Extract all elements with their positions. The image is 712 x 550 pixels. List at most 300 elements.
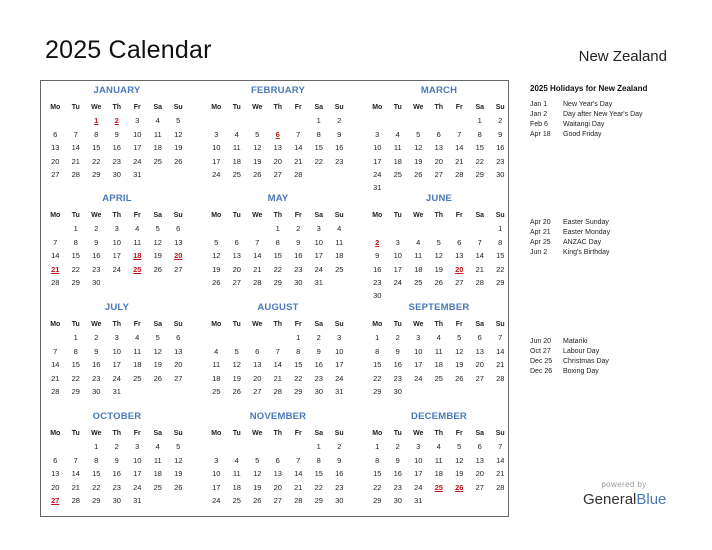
day-cell[interactable]: 17 xyxy=(414,360,423,370)
day-cell[interactable]: 16 xyxy=(112,143,121,153)
day-cell[interactable]: 18 xyxy=(212,373,221,383)
day-cell[interactable]: 23 xyxy=(335,156,344,166)
day-cell[interactable]: 23 xyxy=(335,482,344,492)
day-cell[interactable]: 15 xyxy=(92,469,101,479)
day-cell[interactable]: 15 xyxy=(71,251,80,261)
day-cell[interactable]: 5 xyxy=(457,333,462,343)
day-cell[interactable]: 25 xyxy=(232,169,241,179)
day-cell[interactable]: 19 xyxy=(455,469,464,479)
day-cell[interactable]: 29 xyxy=(475,169,484,179)
day-cell[interactable]: 27 xyxy=(51,169,60,179)
day-cell[interactable]: 7 xyxy=(275,346,280,356)
day-cell[interactable]: 26 xyxy=(174,482,183,492)
holiday-day-cell[interactable]: 25 xyxy=(434,482,443,492)
day-cell[interactable]: 28 xyxy=(496,482,505,492)
day-cell[interactable]: 19 xyxy=(153,360,162,370)
day-cell[interactable]: 18 xyxy=(232,482,241,492)
day-cell[interactable]: 22 xyxy=(92,156,101,166)
day-cell[interactable]: 20 xyxy=(475,469,484,479)
day-cell[interactable]: 12 xyxy=(174,455,183,465)
day-cell[interactable]: 20 xyxy=(51,156,60,166)
day-cell[interactable]: 5 xyxy=(436,237,441,247)
day-cell[interactable]: 6 xyxy=(176,224,181,234)
day-cell[interactable]: 14 xyxy=(253,251,262,261)
day-cell[interactable]: 14 xyxy=(294,143,303,153)
day-cell[interactable]: 29 xyxy=(71,386,80,396)
day-cell[interactable]: 24 xyxy=(314,264,323,274)
day-cell[interactable]: 30 xyxy=(335,495,344,505)
day-cell[interactable]: 14 xyxy=(273,360,282,370)
day-cell[interactable]: 9 xyxy=(395,346,400,356)
day-cell[interactable]: 27 xyxy=(232,277,241,287)
day-cell[interactable]: 10 xyxy=(133,129,142,139)
day-cell[interactable]: 17 xyxy=(414,469,423,479)
day-cell[interactable]: 11 xyxy=(232,469,241,479)
day-cell[interactable]: 20 xyxy=(232,264,241,274)
day-cell[interactable]: 28 xyxy=(455,169,464,179)
day-cell[interactable]: 28 xyxy=(71,169,80,179)
day-cell[interactable]: 25 xyxy=(393,169,402,179)
day-cell[interactable]: 16 xyxy=(314,360,323,370)
day-cell[interactable]: 4 xyxy=(135,333,140,343)
holiday-day-cell[interactable]: 2 xyxy=(114,116,119,126)
day-cell[interactable]: 1 xyxy=(498,224,503,234)
day-cell[interactable]: 8 xyxy=(375,455,380,465)
day-cell[interactable]: 8 xyxy=(316,455,321,465)
day-cell[interactable]: 22 xyxy=(92,482,101,492)
day-cell[interactable]: 27 xyxy=(273,169,282,179)
holiday-day-cell[interactable]: 20 xyxy=(455,264,464,274)
day-cell[interactable]: 24 xyxy=(112,373,121,383)
day-cell[interactable]: 27 xyxy=(455,277,464,287)
day-cell[interactable]: 16 xyxy=(335,469,344,479)
day-cell[interactable]: 20 xyxy=(51,482,60,492)
day-cell[interactable]: 24 xyxy=(414,482,423,492)
day-cell[interactable]: 31 xyxy=(373,183,382,193)
day-cell[interactable]: 17 xyxy=(393,264,402,274)
day-cell[interactable]: 29 xyxy=(273,277,282,287)
day-cell[interactable]: 2 xyxy=(94,224,99,234)
day-cell[interactable]: 29 xyxy=(314,495,323,505)
day-cell[interactable]: 13 xyxy=(455,251,464,261)
day-cell[interactable]: 21 xyxy=(71,482,80,492)
day-cell[interactable]: 26 xyxy=(434,277,443,287)
day-cell[interactable]: 20 xyxy=(434,156,443,166)
day-cell[interactable]: 13 xyxy=(475,455,484,465)
day-cell[interactable]: 1 xyxy=(94,442,99,452)
day-cell[interactable]: 4 xyxy=(395,129,400,139)
day-cell[interactable]: 23 xyxy=(314,373,323,383)
day-cell[interactable]: 13 xyxy=(232,251,241,261)
day-cell[interactable]: 25 xyxy=(212,386,221,396)
day-cell[interactable]: 7 xyxy=(73,455,78,465)
day-cell[interactable]: 27 xyxy=(475,482,484,492)
day-cell[interactable]: 12 xyxy=(455,346,464,356)
day-cell[interactable]: 1 xyxy=(316,116,321,126)
day-cell[interactable]: 14 xyxy=(71,469,80,479)
day-cell[interactable]: 26 xyxy=(153,373,162,383)
day-cell[interactable]: 28 xyxy=(273,386,282,396)
day-cell[interactable]: 25 xyxy=(153,482,162,492)
day-cell[interactable]: 14 xyxy=(51,251,60,261)
day-cell[interactable]: 10 xyxy=(212,469,221,479)
day-cell[interactable]: 26 xyxy=(253,495,262,505)
day-cell[interactable]: 7 xyxy=(73,129,78,139)
day-cell[interactable]: 6 xyxy=(275,455,280,465)
day-cell[interactable]: 11 xyxy=(133,346,142,356)
day-cell[interactable]: 8 xyxy=(296,346,301,356)
day-cell[interactable]: 4 xyxy=(214,346,219,356)
day-cell[interactable]: 18 xyxy=(434,360,443,370)
day-cell[interactable]: 27 xyxy=(434,169,443,179)
day-cell[interactable]: 11 xyxy=(335,237,344,247)
day-cell[interactable]: 4 xyxy=(337,224,342,234)
day-cell[interactable]: 2 xyxy=(498,116,503,126)
day-cell[interactable]: 23 xyxy=(393,373,402,383)
day-cell[interactable]: 15 xyxy=(294,360,303,370)
day-cell[interactable]: 11 xyxy=(393,143,402,153)
day-cell[interactable]: 15 xyxy=(475,143,484,153)
day-cell[interactable]: 19 xyxy=(212,264,221,274)
day-cell[interactable]: 7 xyxy=(498,442,503,452)
day-cell[interactable]: 26 xyxy=(253,169,262,179)
day-cell[interactable]: 11 xyxy=(434,455,443,465)
day-cell[interactable]: 17 xyxy=(314,251,323,261)
day-cell[interactable]: 24 xyxy=(212,169,221,179)
day-cell[interactable]: 4 xyxy=(234,129,239,139)
day-cell[interactable]: 4 xyxy=(155,442,160,452)
day-cell[interactable]: 14 xyxy=(455,143,464,153)
day-cell[interactable]: 7 xyxy=(255,237,260,247)
day-cell[interactable]: 9 xyxy=(498,129,503,139)
day-cell[interactable]: 13 xyxy=(51,143,60,153)
day-cell[interactable]: 27 xyxy=(253,386,262,396)
day-cell[interactable]: 17 xyxy=(133,469,142,479)
holiday-day-cell[interactable]: 27 xyxy=(51,495,60,505)
day-cell[interactable]: 18 xyxy=(153,143,162,153)
day-cell[interactable]: 10 xyxy=(414,455,423,465)
day-cell[interactable]: 19 xyxy=(174,143,183,153)
day-cell[interactable]: 2 xyxy=(296,224,301,234)
day-cell[interactable]: 19 xyxy=(414,156,423,166)
day-cell[interactable]: 22 xyxy=(294,373,303,383)
day-cell[interactable]: 2 xyxy=(316,333,321,343)
day-cell[interactable]: 23 xyxy=(112,156,121,166)
day-cell[interactable]: 1 xyxy=(477,116,482,126)
day-cell[interactable]: 4 xyxy=(135,224,140,234)
day-cell[interactable]: 14 xyxy=(496,455,505,465)
day-cell[interactable]: 17 xyxy=(112,251,121,261)
day-cell[interactable]: 19 xyxy=(434,264,443,274)
day-cell[interactable]: 16 xyxy=(393,469,402,479)
day-cell[interactable]: 21 xyxy=(273,373,282,383)
day-cell[interactable]: 7 xyxy=(296,455,301,465)
day-cell[interactable]: 12 xyxy=(414,143,423,153)
day-cell[interactable]: 7 xyxy=(296,129,301,139)
day-cell[interactable]: 15 xyxy=(92,143,101,153)
day-cell[interactable]: 3 xyxy=(214,455,219,465)
day-cell[interactable]: 3 xyxy=(135,116,140,126)
day-cell[interactable]: 28 xyxy=(294,169,303,179)
day-cell[interactable]: 29 xyxy=(373,386,382,396)
day-cell[interactable]: 17 xyxy=(212,482,221,492)
day-cell[interactable]: 6 xyxy=(255,346,260,356)
day-cell[interactable]: 25 xyxy=(232,495,241,505)
day-cell[interactable]: 20 xyxy=(273,482,282,492)
day-cell[interactable]: 10 xyxy=(414,346,423,356)
day-cell[interactable]: 13 xyxy=(51,469,60,479)
day-cell[interactable]: 30 xyxy=(294,277,303,287)
day-cell[interactable]: 11 xyxy=(414,251,423,261)
day-cell[interactable]: 22 xyxy=(475,156,484,166)
day-cell[interactable]: 18 xyxy=(393,156,402,166)
day-cell[interactable]: 27 xyxy=(475,373,484,383)
day-cell[interactable]: 19 xyxy=(232,373,241,383)
day-cell[interactable]: 9 xyxy=(94,346,99,356)
day-cell[interactable]: 6 xyxy=(436,129,441,139)
day-cell[interactable]: 26 xyxy=(414,169,423,179)
day-cell[interactable]: 12 xyxy=(232,360,241,370)
day-cell[interactable]: 16 xyxy=(496,143,505,153)
day-cell[interactable]: 8 xyxy=(275,237,280,247)
day-cell[interactable]: 14 xyxy=(294,469,303,479)
day-cell[interactable]: 3 xyxy=(214,129,219,139)
brand-logo[interactable] xyxy=(583,491,673,508)
day-cell[interactable]: 20 xyxy=(273,156,282,166)
day-cell[interactable]: 30 xyxy=(92,386,101,396)
day-cell[interactable]: 10 xyxy=(314,237,323,247)
day-cell[interactable]: 4 xyxy=(436,442,441,452)
day-cell[interactable]: 21 xyxy=(51,373,60,383)
day-cell[interactable]: 17 xyxy=(133,143,142,153)
day-cell[interactable]: 18 xyxy=(434,469,443,479)
day-cell[interactable]: 14 xyxy=(475,251,484,261)
day-cell[interactable]: 3 xyxy=(114,224,119,234)
day-cell[interactable]: 5 xyxy=(255,455,260,465)
day-cell[interactable]: 25 xyxy=(414,277,423,287)
day-cell[interactable]: 31 xyxy=(133,169,142,179)
day-cell[interactable]: 23 xyxy=(496,156,505,166)
day-cell[interactable]: 22 xyxy=(273,264,282,274)
day-cell[interactable]: 15 xyxy=(273,251,282,261)
day-cell[interactable]: 11 xyxy=(133,237,142,247)
day-cell[interactable]: 12 xyxy=(455,455,464,465)
day-cell[interactable]: 28 xyxy=(475,277,484,287)
day-cell[interactable]: 14 xyxy=(51,360,60,370)
day-cell[interactable]: 7 xyxy=(53,346,58,356)
day-cell[interactable]: 17 xyxy=(373,156,382,166)
day-cell[interactable]: 30 xyxy=(112,169,121,179)
day-cell[interactable]: 12 xyxy=(174,129,183,139)
day-cell[interactable]: 2 xyxy=(395,333,400,343)
day-cell[interactable]: 2 xyxy=(94,333,99,343)
day-cell[interactable]: 16 xyxy=(373,264,382,274)
day-cell[interactable]: 22 xyxy=(71,373,80,383)
day-cell[interactable]: 3 xyxy=(135,442,140,452)
day-cell[interactable]: 9 xyxy=(316,346,321,356)
day-cell[interactable]: 10 xyxy=(212,143,221,153)
day-cell[interactable]: 6 xyxy=(176,333,181,343)
day-cell[interactable]: 16 xyxy=(112,469,121,479)
day-cell[interactable]: 21 xyxy=(475,264,484,274)
day-cell[interactable]: 14 xyxy=(71,143,80,153)
day-cell[interactable]: 2 xyxy=(337,442,342,452)
day-cell[interactable]: 29 xyxy=(92,495,101,505)
day-cell[interactable]: 6 xyxy=(53,129,58,139)
day-cell[interactable]: 30 xyxy=(373,291,382,301)
day-cell[interactable]: 6 xyxy=(234,237,239,247)
day-cell[interactable]: 24 xyxy=(133,156,142,166)
day-cell[interactable]: 24 xyxy=(133,482,142,492)
day-cell[interactable]: 30 xyxy=(496,169,505,179)
day-cell[interactable]: 9 xyxy=(114,129,119,139)
day-cell[interactable]: 12 xyxy=(153,346,162,356)
day-cell[interactable]: 20 xyxy=(253,373,262,383)
day-cell[interactable]: 8 xyxy=(94,455,99,465)
day-cell[interactable]: 22 xyxy=(496,264,505,274)
day-cell[interactable]: 23 xyxy=(373,277,382,287)
day-cell[interactable]: 19 xyxy=(253,156,262,166)
day-cell[interactable]: 3 xyxy=(375,129,380,139)
holiday-day-cell[interactable]: 2 xyxy=(375,237,380,247)
day-cell[interactable]: 22 xyxy=(314,482,323,492)
day-cell[interactable]: 2 xyxy=(395,442,400,452)
day-cell[interactable]: 5 xyxy=(176,442,181,452)
day-cell[interactable]: 10 xyxy=(335,346,344,356)
day-cell[interactable]: 19 xyxy=(153,251,162,261)
day-cell[interactable]: 22 xyxy=(314,156,323,166)
day-cell[interactable]: 22 xyxy=(373,482,382,492)
day-cell[interactable]: 17 xyxy=(212,156,221,166)
day-cell[interactable]: 16 xyxy=(335,143,344,153)
day-cell[interactable]: 22 xyxy=(373,373,382,383)
day-cell[interactable]: 27 xyxy=(174,373,183,383)
day-cell[interactable]: 26 xyxy=(153,264,162,274)
day-cell[interactable]: 25 xyxy=(133,373,142,383)
day-cell[interactable]: 10 xyxy=(112,237,121,247)
day-cell[interactable]: 31 xyxy=(335,386,344,396)
day-cell[interactable]: 23 xyxy=(112,482,121,492)
day-cell[interactable]: 13 xyxy=(273,143,282,153)
day-cell[interactable]: 3 xyxy=(416,333,421,343)
day-cell[interactable]: 10 xyxy=(373,143,382,153)
day-cell[interactable]: 5 xyxy=(416,129,421,139)
holiday-day-cell[interactable]: 21 xyxy=(51,264,60,274)
day-cell[interactable]: 3 xyxy=(114,333,119,343)
day-cell[interactable]: 19 xyxy=(253,482,262,492)
day-cell[interactable]: 23 xyxy=(92,373,101,383)
day-cell[interactable]: 26 xyxy=(174,156,183,166)
day-cell[interactable]: 28 xyxy=(294,495,303,505)
day-cell[interactable]: 8 xyxy=(477,129,482,139)
day-cell[interactable]: 5 xyxy=(176,116,181,126)
day-cell[interactable]: 6 xyxy=(53,455,58,465)
day-cell[interactable]: 25 xyxy=(434,373,443,383)
day-cell[interactable]: 21 xyxy=(455,156,464,166)
day-cell[interactable]: 21 xyxy=(294,156,303,166)
day-cell[interactable]: 13 xyxy=(174,237,183,247)
day-cell[interactable]: 26 xyxy=(212,277,221,287)
day-cell[interactable]: 28 xyxy=(253,277,262,287)
day-cell[interactable]: 2 xyxy=(114,442,119,452)
holiday-day-cell[interactable]: 20 xyxy=(174,251,183,261)
day-cell[interactable]: 1 xyxy=(375,442,380,452)
day-cell[interactable]: 11 xyxy=(434,346,443,356)
day-cell[interactable]: 12 xyxy=(153,237,162,247)
day-cell[interactable]: 15 xyxy=(373,469,382,479)
day-cell[interactable]: 20 xyxy=(174,360,183,370)
day-cell[interactable]: 29 xyxy=(92,169,101,179)
day-cell[interactable]: 3 xyxy=(395,237,400,247)
day-cell[interactable]: 22 xyxy=(71,264,80,274)
day-cell[interactable]: 18 xyxy=(133,360,142,370)
day-cell[interactable]: 26 xyxy=(455,373,464,383)
day-cell[interactable]: 15 xyxy=(314,143,323,153)
day-cell[interactable]: 24 xyxy=(414,373,423,383)
day-cell[interactable]: 5 xyxy=(155,333,160,343)
day-cell[interactable]: 6 xyxy=(477,442,482,452)
day-cell[interactable]: 21 xyxy=(253,264,262,274)
day-cell[interactable]: 23 xyxy=(294,264,303,274)
day-cell[interactable]: 24 xyxy=(373,169,382,179)
day-cell[interactable]: 9 xyxy=(94,237,99,247)
day-cell[interactable]: 9 xyxy=(296,237,301,247)
day-cell[interactable]: 3 xyxy=(416,442,421,452)
day-cell[interactable]: 6 xyxy=(457,237,462,247)
day-cell[interactable]: 8 xyxy=(94,129,99,139)
day-cell[interactable]: 30 xyxy=(393,495,402,505)
day-cell[interactable]: 1 xyxy=(73,333,78,343)
day-cell[interactable]: 13 xyxy=(273,469,282,479)
day-cell[interactable]: 25 xyxy=(153,156,162,166)
day-cell[interactable]: 11 xyxy=(232,143,241,153)
day-cell[interactable]: 30 xyxy=(92,277,101,287)
day-cell[interactable]: 26 xyxy=(232,386,241,396)
day-cell[interactable]: 4 xyxy=(436,333,441,343)
day-cell[interactable]: 15 xyxy=(71,360,80,370)
day-cell[interactable]: 4 xyxy=(155,116,160,126)
day-cell[interactable]: 3 xyxy=(316,224,321,234)
day-cell[interactable]: 9 xyxy=(114,455,119,465)
day-cell[interactable]: 16 xyxy=(92,360,101,370)
day-cell[interactable]: 11 xyxy=(212,360,221,370)
holiday-day-cell[interactable]: 18 xyxy=(133,251,142,261)
day-cell[interactable]: 13 xyxy=(174,346,183,356)
day-cell[interactable]: 13 xyxy=(253,360,262,370)
day-cell[interactable]: 31 xyxy=(112,386,121,396)
day-cell[interactable]: 30 xyxy=(112,495,121,505)
day-cell[interactable]: 15 xyxy=(314,469,323,479)
day-cell[interactable]: 28 xyxy=(51,386,60,396)
day-cell[interactable]: 19 xyxy=(455,360,464,370)
day-cell[interactable]: 16 xyxy=(393,360,402,370)
day-cell[interactable]: 23 xyxy=(92,264,101,274)
day-cell[interactable]: 8 xyxy=(73,237,78,247)
day-cell[interactable]: 15 xyxy=(496,251,505,261)
day-cell[interactable]: 30 xyxy=(393,386,402,396)
day-cell[interactable]: 27 xyxy=(174,264,183,274)
day-cell[interactable]: 29 xyxy=(71,277,80,287)
day-cell[interactable]: 21 xyxy=(496,360,505,370)
day-cell[interactable]: 12 xyxy=(253,469,262,479)
day-cell[interactable]: 8 xyxy=(316,129,321,139)
day-cell[interactable]: 18 xyxy=(153,469,162,479)
day-cell[interactable]: 12 xyxy=(434,251,443,261)
day-cell[interactable]: 3 xyxy=(337,333,342,343)
day-cell[interactable]: 9 xyxy=(375,251,380,261)
day-cell[interactable]: 17 xyxy=(112,360,121,370)
day-cell[interactable]: 9 xyxy=(395,455,400,465)
